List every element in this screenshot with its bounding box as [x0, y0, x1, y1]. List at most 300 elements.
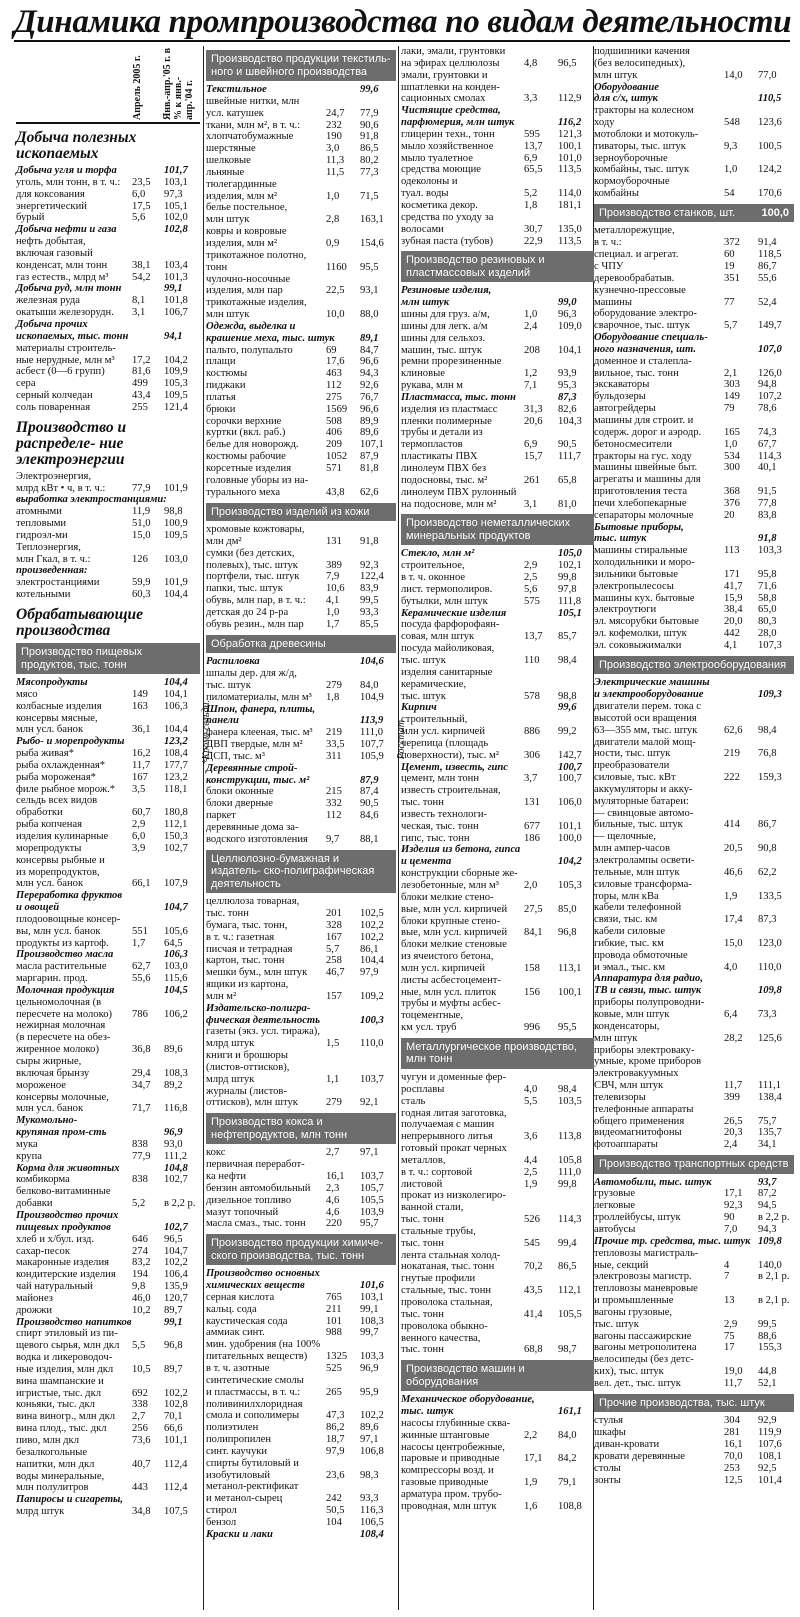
row-value-april: 208 — [524, 344, 540, 356]
row-value-april: 79 — [724, 403, 735, 415]
row-value-april: 194 — [132, 1269, 148, 1281]
row-value-april: 1569 — [326, 403, 348, 415]
table-row — [16, 355, 200, 367]
subtotal-row — [16, 224, 200, 236]
table-row — [594, 640, 794, 652]
row-value-percent: 108,4 — [164, 748, 188, 760]
row-value-april: 81,6 — [132, 366, 151, 378]
table-row — [16, 1482, 200, 1494]
row-label: для с/х, штук — [594, 93, 658, 105]
row-value-april: 51,0 — [132, 518, 151, 530]
row-label: печи хлебопекарные — [594, 497, 687, 509]
table-row — [206, 392, 396, 404]
subtotal-row — [594, 677, 794, 689]
row-label: сорочки верхние — [206, 415, 282, 427]
table-row — [594, 1307, 794, 1319]
category-header — [594, 1155, 794, 1174]
subtotal-row — [401, 856, 594, 868]
row-label: тыс. тонн — [401, 1214, 444, 1226]
row-label: млн штук — [206, 309, 250, 321]
row-label: платья — [206, 391, 236, 403]
row-value-percent: 102,2 — [164, 1257, 188, 1269]
row-value-april: 275 — [326, 391, 342, 403]
table-row — [594, 772, 794, 784]
table-row — [16, 795, 200, 807]
table-row — [401, 1430, 594, 1442]
row-value-april: 442 — [724, 628, 740, 640]
row-value-percent: 102,5 — [360, 907, 384, 919]
row-value-percent: 52,1 — [758, 1377, 777, 1389]
table-row — [401, 880, 594, 892]
table-row — [16, 378, 200, 390]
table-row — [401, 1096, 594, 1108]
row-label: тыс. штук — [594, 1318, 639, 1330]
row-value-april: 19 — [724, 261, 735, 272]
row-value-percent: 109,5 — [164, 390, 188, 402]
row-label: жинные штанговые — [401, 1429, 490, 1441]
row-label: пиломатериалы, млн м³ — [206, 691, 312, 703]
table-row — [206, 285, 396, 297]
table-row — [16, 248, 200, 260]
row-label: Шпон, фанера, плиты, — [206, 703, 316, 715]
row-value-percent: 93,1 — [360, 285, 379, 297]
row-value-percent: 108,3 — [360, 1315, 384, 1327]
row-label: силовые, тыс. кВт — [594, 772, 676, 784]
table-row — [401, 773, 594, 785]
row-value-april: 2,5 — [524, 1166, 538, 1178]
row-value-april: 5,6 — [132, 212, 146, 224]
subtotal-row — [16, 331, 200, 343]
table-row — [206, 524, 396, 536]
table-row — [206, 1304, 396, 1316]
row-value-percent: 116,8 — [164, 1103, 188, 1115]
row-value-april: 15,0 — [132, 529, 151, 541]
row-label: белье для новорожд. — [206, 439, 299, 451]
row-value-percent: 105,1 — [164, 200, 188, 212]
row-label: приборы электроваку- — [594, 1044, 695, 1056]
table-row — [206, 1195, 396, 1207]
table-row — [401, 939, 594, 951]
row-value-percent: 91,8 — [758, 533, 777, 545]
row-value-april: 575 — [524, 595, 540, 607]
table-row — [16, 1186, 200, 1198]
row-value-april: 525 — [326, 1362, 342, 1374]
row-label: приготовления теста — [594, 486, 688, 498]
table-row — [594, 831, 794, 843]
row-label: химических веществ — [206, 1280, 305, 1292]
row-label: добавки — [16, 1198, 53, 1210]
table-row — [401, 560, 594, 572]
row-label: пленки полимерные — [401, 415, 492, 427]
table-row — [16, 343, 200, 355]
row-value-april: 1,0 — [724, 164, 738, 176]
category-value: 100,0 — [761, 206, 789, 219]
row-value-percent: 107,7 — [360, 739, 384, 751]
column-1 — [16, 46, 200, 1612]
row-label: двигатели перем. тока с — [594, 701, 701, 713]
row-label: синтетические смолы — [206, 1374, 304, 1386]
row-label: гипс, тыс. тонн — [401, 832, 470, 844]
row-label: вина плод., тыс. дкл — [16, 1423, 107, 1435]
row-value-april: 10,6 — [326, 583, 345, 595]
table-row — [206, 798, 396, 810]
row-value-april: 389 — [326, 559, 342, 571]
table-row — [401, 643, 594, 655]
row-label: непрерывного литья — [401, 1131, 493, 1143]
row-label: подшипники качения — [594, 46, 690, 57]
row-value-april: 215 — [326, 786, 342, 798]
row-label: мыло хозяйственное — [401, 140, 494, 152]
row-value-percent: 101,8 — [164, 295, 188, 307]
row-value-april: 4,6 — [326, 1194, 340, 1206]
table-row — [401, 1489, 594, 1501]
subtotal-row — [206, 775, 396, 787]
row-label: головные уборы из на- — [206, 474, 309, 486]
row-value-percent: 94,5 — [758, 1200, 777, 1212]
row-label: Автомобили, тыс. штук — [594, 1176, 712, 1188]
row-label: совая, млн штук — [401, 631, 475, 643]
row-label: трикотажные изделия, — [206, 297, 307, 309]
row-value-percent: 86,7 — [758, 261, 777, 272]
row-value-april: 8,1 — [132, 295, 146, 307]
row-label: млн усл. кирпичей — [401, 962, 486, 974]
table-row — [16, 589, 200, 601]
row-value-percent: 101,3 — [164, 271, 188, 283]
table-row — [594, 1319, 794, 1331]
row-value-april: 2,1 — [724, 367, 738, 379]
row-value-april: 16,1 — [724, 1438, 743, 1450]
row-value-percent: 102,2 — [360, 931, 384, 943]
table-row — [401, 987, 594, 999]
subtotal-row — [16, 1127, 200, 1139]
row-value-april: 54,2 — [132, 271, 151, 283]
row-label: млн м² — [206, 990, 237, 1002]
row-label: Резиновые изделия, — [401, 285, 492, 297]
row-value-april: 281 — [724, 1427, 740, 1439]
row-value-april: 110 — [524, 654, 540, 666]
row-value-percent: 95,8 — [758, 568, 777, 580]
row-value-percent: 112,4 — [164, 1482, 188, 1494]
row-value-april: 70,0 — [724, 1450, 743, 1462]
row-value-percent: 106,0 — [558, 797, 582, 809]
row-value-april: 41,4 — [524, 1308, 543, 1320]
row-value-april: 73,6 — [132, 1435, 151, 1446]
subtotal-row — [401, 105, 594, 117]
row-label: шпатлевки на конден- — [401, 81, 500, 93]
row-value-april: 1,6 — [524, 1500, 538, 1512]
row-value-percent: 77,0 — [758, 69, 777, 81]
row-label: атомными — [16, 506, 62, 518]
row-label: бурый — [16, 212, 45, 224]
header-april-2005: Апрель 2005 г. — [132, 55, 143, 120]
row-label: зонты — [594, 1474, 621, 1486]
row-value-percent: 98,4 — [558, 654, 577, 666]
table-row — [206, 619, 396, 631]
row-value-percent: 111,0 — [558, 1166, 582, 1178]
row-label: посуда майоликовая, — [401, 643, 495, 655]
row-value-percent: 40,1 — [758, 462, 777, 474]
row-value-percent: 116,2 — [558, 117, 582, 129]
table-row — [16, 1340, 200, 1352]
row-label: ковры и ковровые — [206, 226, 287, 238]
row-label: и эмал., тыс. км — [594, 961, 666, 973]
row-value-percent: 103,0 — [164, 961, 188, 973]
row-label: сельдь всех видов — [16, 795, 98, 807]
table-row — [594, 1116, 794, 1128]
table-row — [594, 1092, 794, 1104]
row-value-april: 578 — [524, 690, 540, 702]
table-row — [16, 177, 200, 189]
table-row — [16, 1092, 200, 1104]
table-row — [206, 822, 396, 834]
row-value-percent: 138,4 — [758, 1091, 782, 1103]
row-label: вы, млн усл. банок — [16, 925, 101, 937]
row-label: газеты (экз. усл. тиража), — [206, 1026, 320, 1038]
row-label: ка нефти — [206, 1171, 247, 1182]
row-value-percent: 80,2 — [360, 155, 379, 167]
row-label: глицерин техн., тонн — [401, 128, 495, 140]
row-label: выработка электростанциями: — [16, 494, 167, 506]
row-label: костюмы — [206, 368, 248, 380]
table-row — [594, 1354, 794, 1366]
row-value-percent: 102,8 — [164, 1399, 188, 1411]
category-title: Производство продукции текстиль- ного и швейного производства — [211, 53, 391, 78]
table-row — [16, 1020, 200, 1032]
table-row — [206, 1316, 396, 1328]
table-row — [594, 1104, 794, 1116]
row-label: тыс. тонн — [401, 1237, 444, 1249]
row-value-april: 3,3 — [524, 93, 538, 105]
row-value-april: 190 — [326, 131, 342, 143]
row-value-percent: 100,9 — [164, 518, 188, 530]
row-label: папки, тыс. штук — [206, 583, 283, 595]
row-value-percent: 65,8 — [558, 474, 577, 486]
row-value-percent: 88,6 — [758, 1330, 777, 1342]
row-label: Производство масла — [16, 949, 114, 961]
row-value-percent: 79,1 — [558, 1477, 577, 1489]
row-value-april: 1325 — [326, 1351, 348, 1363]
table-row — [594, 285, 794, 297]
row-label: электростанциями — [16, 577, 100, 589]
row-label: проводная, млн штук — [401, 1500, 497, 1512]
row-value-percent: 77,9 — [360, 107, 379, 119]
row-label: керамические, — [401, 678, 467, 690]
table-row — [16, 878, 200, 890]
row-value-percent: 95,9 — [360, 1386, 379, 1398]
row-label: изделия, млн м² — [206, 237, 278, 249]
row-value-percent: 96,6 — [360, 356, 379, 368]
row-label: провода обмоточные — [594, 949, 688, 961]
row-value-percent: 113,9 — [360, 715, 384, 727]
row-label: телефонные аппараты — [594, 1103, 694, 1115]
row-label: поливинилхлоридная — [206, 1398, 303, 1410]
row-value-april: 165 — [724, 426, 740, 438]
table-row — [16, 1281, 200, 1293]
row-label: картон, тыс. тонн — [206, 955, 285, 967]
row-value-april: 692 — [132, 1387, 148, 1399]
row-value-april: 2,0 — [524, 880, 538, 891]
row-value-percent: 75,7 — [758, 1115, 777, 1127]
row-value-april: 18,7 — [326, 1434, 345, 1446]
row-label: мазут топочный — [206, 1206, 279, 1218]
row-label: изделия из пластмасс — [401, 403, 498, 415]
row-value-april: 255 — [132, 401, 148, 413]
row-label: изобутиловый — [206, 1469, 271, 1481]
row-value-april: 27,5 — [524, 903, 543, 915]
row-label: троллейбусы, штук — [594, 1212, 681, 1224]
table-row — [16, 542, 200, 554]
table-row — [401, 499, 594, 511]
table-row — [401, 1344, 594, 1356]
table-row — [401, 1273, 594, 1285]
row-value-april: 16,1 — [326, 1171, 345, 1182]
row-value-april: 211 — [326, 1303, 342, 1315]
table-row — [401, 321, 594, 333]
row-label: ящики из картона, — [206, 979, 289, 991]
row-value-percent: 103,5 — [558, 1095, 582, 1107]
row-value-april: 328 — [326, 919, 342, 931]
row-label: в т. ч.: газетная — [206, 931, 275, 943]
table-row — [16, 926, 200, 938]
table-row — [401, 333, 594, 345]
row-label: воды минеральные, — [16, 1470, 105, 1482]
table-row — [401, 129, 594, 141]
category-title: Производство продукции химиче- ского производства, тыс. тонн — [211, 1237, 383, 1262]
row-value-april: 5,5 — [132, 1340, 146, 1352]
table-row — [401, 1010, 594, 1022]
row-label: шпалы дер. для ж/д, — [206, 667, 297, 679]
row-value-percent: 94,8 — [758, 379, 777, 391]
table-row — [401, 584, 594, 596]
table-row — [206, 1517, 396, 1529]
table-row — [401, 463, 594, 475]
table-row — [401, 1084, 594, 1096]
row-label: фическая деятельность — [206, 1014, 321, 1026]
table-row — [16, 1293, 200, 1305]
table-row — [16, 1198, 200, 1210]
subtotal-row — [401, 117, 594, 129]
table-row — [401, 1143, 594, 1155]
row-label: масла смаз., тыс. тонн — [206, 1218, 306, 1230]
row-value-april: 3,6 — [524, 1131, 538, 1143]
row-value-percent: в 2,2 р. — [164, 1198, 196, 1210]
row-value-percent: 102,2 — [360, 919, 384, 931]
row-value-percent: 93,0 — [164, 1138, 183, 1150]
column-3 — [401, 46, 594, 1612]
row-value-april: 838 — [132, 1138, 148, 1150]
category-header — [206, 503, 396, 522]
table-row — [594, 1188, 794, 1200]
row-label: окатыши железорудн. — [16, 307, 114, 319]
table-row — [206, 908, 396, 920]
row-value-percent: 106,3 — [164, 949, 188, 961]
row-label: млрд штук — [206, 1038, 255, 1050]
row-value-percent: 115,6 — [164, 973, 188, 985]
row-value-april: 7,0 — [724, 1223, 738, 1235]
table-row — [401, 1226, 594, 1238]
table-row — [401, 667, 594, 679]
row-value-april: 2,2 — [524, 1429, 538, 1441]
row-label: и цемента — [401, 856, 452, 868]
row-value-april: 17,5 — [132, 200, 151, 212]
table-row — [401, 726, 594, 738]
row-value-april: 60,7 — [132, 807, 151, 819]
row-value-percent: 84,2 — [558, 1453, 577, 1465]
row-value-percent: 104,5 — [164, 984, 188, 996]
row-label: млн штук — [401, 297, 450, 309]
row-label: кальц. сода — [206, 1303, 257, 1315]
row-label: млн штук — [594, 69, 638, 81]
subtotal-row — [206, 656, 396, 668]
table-row — [206, 1458, 396, 1470]
table-row — [594, 713, 794, 725]
row-label: в т. ч.: сортовой — [401, 1166, 473, 1178]
row-label: Оборудование — [594, 81, 659, 93]
row-label: блоки мелкие стено- — [401, 891, 494, 903]
row-label: км усл. труб — [401, 1022, 457, 1034]
row-value-april: 92,3 — [724, 1200, 743, 1212]
row-label: специал. и агрегат. — [594, 249, 679, 261]
row-value-percent: 109,8 — [758, 1235, 782, 1247]
table-row — [206, 404, 396, 416]
table-row — [594, 737, 794, 749]
row-value-percent: 101,9 — [164, 482, 188, 494]
table-row — [206, 475, 396, 487]
row-label: венного качества, — [401, 1332, 481, 1344]
row-value-april: 10,0 — [326, 309, 345, 321]
row-value-percent: 65,0 — [758, 604, 777, 616]
row-value-april: 1,9 — [524, 1477, 538, 1489]
row-value-percent: 110,0 — [758, 961, 782, 973]
row-value-april: 3,1 — [132, 307, 146, 319]
column-divider — [203, 46, 204, 1610]
row-value-april: 1,9 — [724, 890, 738, 902]
row-value-april: 163 — [132, 700, 148, 712]
row-value-percent: 101,1 — [164, 1435, 188, 1446]
row-value-april: 6,9 — [524, 439, 538, 451]
row-value-percent: 102,1 — [558, 560, 582, 572]
row-value-percent: 62,6 — [360, 486, 379, 498]
row-value-april: 368 — [724, 486, 740, 498]
table-row — [16, 577, 200, 589]
row-label: каустическая сода — [206, 1315, 288, 1327]
row-value-percent: 99,2 — [558, 726, 577, 738]
row-value-april: 303 — [724, 379, 740, 391]
row-value-percent: 87,9 — [360, 451, 379, 463]
table-row — [206, 548, 396, 560]
table-row — [401, 345, 594, 357]
row-value-percent: 159,3 — [758, 772, 782, 784]
table-row — [16, 867, 200, 879]
row-value-percent: 123,2 — [164, 771, 188, 783]
row-label: Переработка фруктов — [16, 890, 123, 902]
row-value-april: 17 — [724, 1342, 735, 1354]
row-value-percent: 104,8 — [164, 1162, 188, 1174]
row-label: кровати деревянные — [594, 1450, 685, 1462]
row-label: из морепродуктов, — [16, 866, 100, 878]
table-row — [206, 143, 396, 155]
row-value-april: 43,5 — [524, 1285, 543, 1297]
row-label: сумки (без детских, — [206, 547, 295, 559]
row-value-april: 5,2 — [524, 188, 538, 200]
table-row — [16, 831, 200, 843]
row-label: чулочно-носочные — [206, 273, 291, 285]
row-value-percent: 108,1 — [758, 1450, 782, 1462]
category-title: Металлургическое производство, млн тонн — [406, 1040, 577, 1066]
subtotal-row — [401, 392, 594, 404]
row-value-april: 65,5 — [524, 164, 543, 176]
row-label: шелковые — [206, 155, 251, 167]
